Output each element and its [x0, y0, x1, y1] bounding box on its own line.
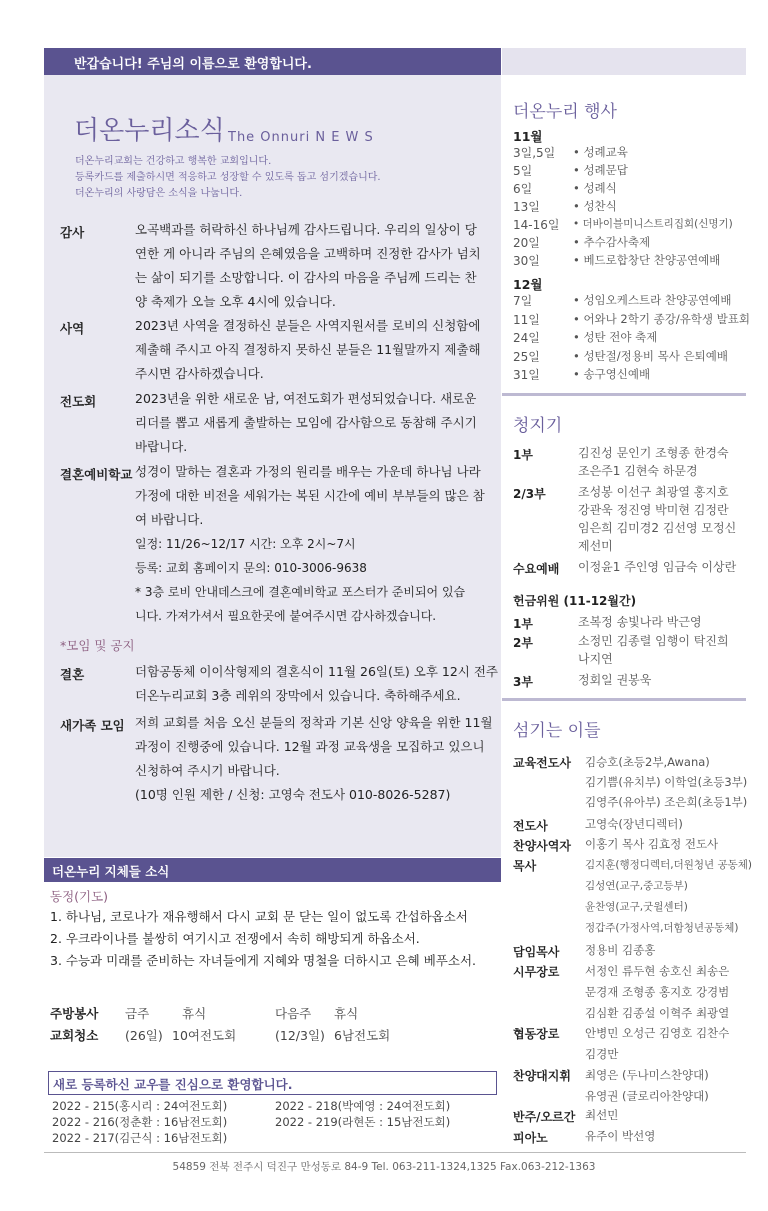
name-line: 소정민 김종렬 임행이 탁진희 [578, 634, 729, 648]
event-date: 14-16일 [513, 218, 560, 232]
event-date: 11일 [513, 312, 540, 327]
section-label-premarital-school: 결혼예비학교 [60, 467, 133, 482]
text-line: 등록: 교회 홈페이지 문의: 010-3006-9638 [135, 561, 367, 575]
event-text: • 더바이블미니스트리집회(신명기) [573, 218, 733, 230]
name-line: 이홍기 목사 김효정 전도사 [585, 837, 719, 851]
text-line: 제출해 주시고 아직 결정하지 못하신 분들은 11월말까지 제출해 [135, 342, 481, 357]
meeting-label-newcomers: 새가족 모임 [60, 718, 125, 733]
body-news-bar [44, 858, 501, 882]
servant-role-label: 시무장로 [513, 965, 560, 979]
meeting-text-newcomers [135, 711, 493, 807]
intro-line: 더온누리교회는 건강하고 행복한 교회입니다. [75, 156, 272, 167]
new-member-entry: 2022 - 215(홍시리 : 24여전도회) [52, 1099, 228, 1113]
name-line: 조은주1 김현숙 하문경 [578, 464, 698, 478]
choir-group-names [578, 558, 736, 576]
offering-group-names [578, 632, 729, 668]
meetings-heading: *모임 및 공지 [60, 638, 135, 653]
event-text: • 성임오케스트라 찬양공연예배 [573, 293, 732, 307]
servant-role-label: 찬양사역자 [513, 839, 571, 853]
text-line: 니다. 가져가셔서 필요한곳에 붙여주시면 감사하겠습니다. [135, 609, 437, 623]
servant-role-label: 교육전도사 [513, 756, 571, 770]
newsletter-title: 더온누리소식 [74, 116, 225, 146]
body-news-heading: 더온누리 지체들 소식 [52, 864, 170, 879]
text-line: * 3층 로비 안내데스크에 결혼예비학교 포스터가 준비되어 있습 [135, 585, 466, 599]
choir-group-names [578, 444, 729, 480]
event-text: • 송구영신예배 [573, 367, 651, 381]
choir-group-names [578, 483, 736, 555]
name-line: 김지훈(행정디렉터,더원청년 공동체) [585, 859, 753, 871]
events-month-dec: 12월 [513, 277, 543, 292]
text-line: 주시면 감사하겠습니다. [135, 366, 264, 381]
text-line: 더온누리교회 3층 레위의 장막에서 있습니다. 축하해주세요. [135, 688, 461, 703]
name-line: 김영주(유아부) 조은희(초등1부) [585, 795, 748, 809]
offering-group-names [578, 671, 651, 689]
servant-role-label: 협동장로 [513, 1027, 560, 1041]
offering-group-label: 1부 [513, 617, 533, 631]
meeting-text-wedding [135, 660, 499, 708]
section-label-mission-group: 전도회 [60, 394, 97, 409]
name-line: 김경만 [585, 1047, 619, 1061]
servants-heading: 섬기는 이들 [513, 721, 601, 741]
event-date: 7일 [513, 294, 533, 308]
servant-role-label: 찬양대지휘 [513, 1069, 571, 1083]
servant-role-label: 담임목사 [513, 945, 560, 959]
duty-this-week-label: 금주 [125, 1006, 150, 1021]
offering-heading: 헌금위원 (11-12월간) [513, 594, 637, 608]
servant-names [585, 1127, 655, 1145]
name-line: 김승호(초등2부,Awana) [585, 755, 710, 769]
new-member-entry: 2022 - 218(박예영 : 24여전도회) [275, 1099, 451, 1113]
prayer-item: 3. 수능과 미래를 준비하는 자녀들에게 지혜와 명철을 더하시고 은혜 베푸소서. [50, 953, 476, 968]
choir-group-label: 2/3부 [513, 487, 546, 501]
welcome-banner [44, 48, 501, 75]
section-text-ministry [135, 314, 485, 386]
meeting-label-wedding: 결혼 [60, 667, 85, 682]
new-members-col-1 [52, 1098, 227, 1146]
event-date: 13일 [513, 200, 540, 214]
event-text: • 추수감사축제 [573, 235, 651, 249]
choir-group-label: 수요예배 [513, 562, 560, 576]
duty-label: 교회청소 [50, 1028, 99, 1043]
section-text-mission-group [135, 387, 485, 459]
event-text: • 성찬식 [573, 199, 617, 213]
event-date: 25일 [513, 349, 540, 364]
duty-this-week: 10여전도회 [172, 1028, 237, 1043]
offering-group-names [578, 613, 702, 631]
event-text: • 어와나 2학기 종강/유학생 발표회 [573, 311, 751, 326]
text-line: 가정에 대한 비전을 세워가는 복된 시간에 예비 부부들의 많은 참 [135, 488, 485, 503]
newsletter-intro [75, 154, 381, 202]
section-divider [502, 393, 746, 396]
event-date: 24일 [513, 331, 540, 345]
event-text: • 성례교육 [573, 145, 628, 159]
footer-divider [44, 1152, 746, 1153]
name-line: 김기쁨(유치부) 이학얼(초등3부) [585, 775, 748, 789]
prayer-item: 1. 하나님, 코로나가 재유행해서 다시 교회 문 닫는 일이 없도록 간섭하옵소서 [50, 909, 468, 924]
duty-next-week: 6남전도회 [334, 1028, 391, 1043]
name-line: 안병민 오성근 김영호 김찬수 [585, 1026, 730, 1040]
name-line: 김성연(교구,중고등부) [585, 880, 688, 892]
duty-this-week-label: (26일) [125, 1028, 163, 1043]
event-date: 20일 [513, 236, 540, 250]
newsletter-subtitle: The Onnuri N E W S [228, 130, 374, 145]
servant-names [585, 961, 729, 1024]
servant-names [585, 1106, 618, 1124]
servant-role-label: 반주/오르간 [513, 1110, 576, 1124]
duty-row-cleaning [50, 1026, 98, 1044]
text-line: 양 축제가 오늘 오후 4시에 있습니다. [135, 294, 336, 309]
prayer-list [50, 906, 476, 972]
new-member-entry: 2022 - 219(라현돈 : 15남전도회) [275, 1115, 451, 1129]
event-date: 5일 [513, 164, 533, 178]
servant-names [585, 941, 655, 959]
servant-names [585, 1023, 729, 1065]
servant-names [585, 1065, 709, 1107]
footer-address: 54859 전북 전주시 덕진구 만성동로 84-9 Tel. 063-211-1324,1325 Fax.063-212-1363 [172, 1161, 596, 1173]
events-heading: 더온누리 행사 [513, 102, 617, 122]
choir-group-label: 1부 [513, 448, 533, 462]
name-line: 정갑주(가정사역,더함청년공동체) [585, 922, 739, 934]
choir-heading: 청지기 [513, 416, 563, 436]
welcome-banner-text: 반갑습니다! 주님의 이름으로 환영합니다. [74, 57, 312, 72]
event-date: 3일,5일 [513, 146, 556, 160]
text-line: 2023년을 위한 새로운 남, 여전도회가 편성되었습니다. 새로운 [135, 391, 477, 406]
offering-group-label: 2부 [513, 636, 533, 650]
new-members-box [48, 1071, 497, 1095]
intro-line: 등록카드를 제출하시면 적응하고 성장할 수 있도록 돕고 섬기겠습니다. [75, 172, 381, 183]
servant-names [585, 815, 683, 833]
offering-group-label: 3부 [513, 675, 533, 689]
text-line: 성경이 말하는 결혼과 가정의 원리를 배우는 가운데 하나님 나라 [135, 464, 481, 479]
new-members-heading: 새로 등록하신 교우를 진심으로 환영합니다. [53, 1077, 293, 1092]
duty-next-week-label: 다음주 [275, 1006, 312, 1021]
name-line: 유영권 (글로리아찬양대) [585, 1089, 709, 1103]
text-line: 오곡백과를 허락하신 하나님께 감사드립니다. 우리의 일상이 당 [135, 222, 477, 237]
duty-next-week: 휴식 [334, 1006, 359, 1021]
duty-next-week-label: (12/3일) [275, 1028, 325, 1043]
event-date: 6일 [513, 182, 533, 196]
name-line: 임은희 김미경2 김선영 모정신 [578, 521, 737, 535]
name-line: 서정인 류두현 송호신 최송은 [585, 964, 730, 978]
name-line: 강관욱 정진영 박미현 김정란 [578, 503, 729, 517]
new-member-entry: 2022 - 217(김근식 : 16남전도회) [52, 1131, 228, 1145]
text-line: (10명 인원 제한 / 신청: 고영숙 전도사 010-8026-5287) [135, 787, 451, 802]
text-line: 연한 게 아니라 주님의 은혜였음을 고백하며 진정한 감사가 넘치 [135, 246, 481, 261]
text-line: 과정이 진행중에 있습니다. 12월 과정 교육생을 모집하고 있으니 [135, 739, 485, 754]
name-line: 유주이 박선영 [585, 1129, 656, 1143]
name-line: 정회일 권봉욱 [578, 673, 652, 687]
text-line: 여 바랍니다. [135, 512, 204, 527]
name-line: 최영은 (두나미스찬양대) [585, 1068, 709, 1082]
name-line: 조성봉 이선구 최광열 홍지호 [578, 485, 729, 499]
servant-role-label: 피아노 [513, 1131, 548, 1145]
event-date: 31일 [513, 368, 540, 382]
name-line: 나지연 [578, 652, 613, 666]
event-text: • 성탄절/정용비 목사 은퇴예배 [573, 348, 728, 363]
text-line: 는 삶이 되기를 소망합니다. 이 감사의 마음을 주님께 드리는 찬 [135, 270, 477, 285]
servant-role-label: 목사 [513, 859, 537, 873]
duty-this-week: 휴식 [182, 1006, 207, 1021]
event-text: • 성탄 전야 축제 [573, 330, 658, 344]
name-line: 조복정 송빛나라 박근영 [578, 615, 702, 629]
name-line: 윤찬영(교구,굿윌센터) [585, 901, 688, 913]
section-label-ministry: 사역 [60, 321, 85, 336]
name-line: 김진성 문인기 조형종 한경숙 [578, 446, 729, 460]
servant-names [585, 752, 747, 812]
servant-names [585, 855, 752, 939]
new-members-col-2 [275, 1098, 450, 1130]
name-line: 이정윤1 주인영 임금숙 이상란 [578, 560, 737, 574]
text-line: 더함공동체 이이삭형제의 결혼식이 11월 26일(토) 오후 12시 전주 [135, 664, 499, 679]
name-line: 최선민 [585, 1108, 619, 1122]
servant-role-label: 전도사 [513, 819, 548, 833]
prayer-item: 2. 우크라이나를 불쌍히 여기시고 전쟁에서 속히 해방되게 하옵소서. [50, 931, 420, 946]
new-member-entry: 2022 - 216(정춘환 : 16남전도회) [52, 1115, 228, 1129]
text-line: 일정: 11/26~12/17 시간: 오후 2시~7시 [135, 537, 356, 551]
duty-label: 주방봉사 [50, 1006, 99, 1021]
text-line: 2023년 사역을 결정하신 분들은 사역지원서를 로비의 신청함에 [135, 318, 481, 333]
name-line: 제선미 [578, 539, 613, 553]
name-line: 문경재 조형종 홍지호 강경범 [585, 985, 730, 999]
name-line: 정용비 김종홍 [585, 943, 656, 957]
event-date: 30일 [513, 254, 540, 268]
section-divider [502, 698, 746, 701]
section-text-premarital-school [135, 460, 485, 628]
section-text-thanks [135, 218, 485, 314]
intro-line: 더온누리의 사랑담은 소식을 나눕니다. [75, 188, 243, 199]
text-line: 신청하여 주시기 바랍니다. [135, 763, 280, 778]
event-text: • 성례식 [573, 181, 617, 195]
event-text: • 베드로합창단 찬양공연예배 [573, 253, 721, 267]
section-label-thanks: 감사 [60, 225, 85, 240]
name-line: 김심환 김종설 이혁주 최광열 [585, 1006, 730, 1020]
text-line: 바랍니다. [135, 439, 188, 454]
top-right-band [502, 48, 746, 75]
text-line: 리더를 뽑고 새롭게 출발하는 모임에 감사함으로 동참해 주시기 [135, 415, 477, 430]
event-text: • 성례문답 [573, 163, 628, 177]
events-month-nov: 11월 [513, 129, 543, 144]
servant-names [585, 835, 718, 853]
name-line: 고영숙(장년디렉터) [585, 817, 683, 831]
duty-row-kitchen [50, 1004, 98, 1022]
prayer-heading: 동정(기도) [50, 889, 109, 904]
text-line: 저희 교회를 처음 오신 분들의 정착과 기본 신앙 양육을 위한 11월 [135, 715, 493, 730]
